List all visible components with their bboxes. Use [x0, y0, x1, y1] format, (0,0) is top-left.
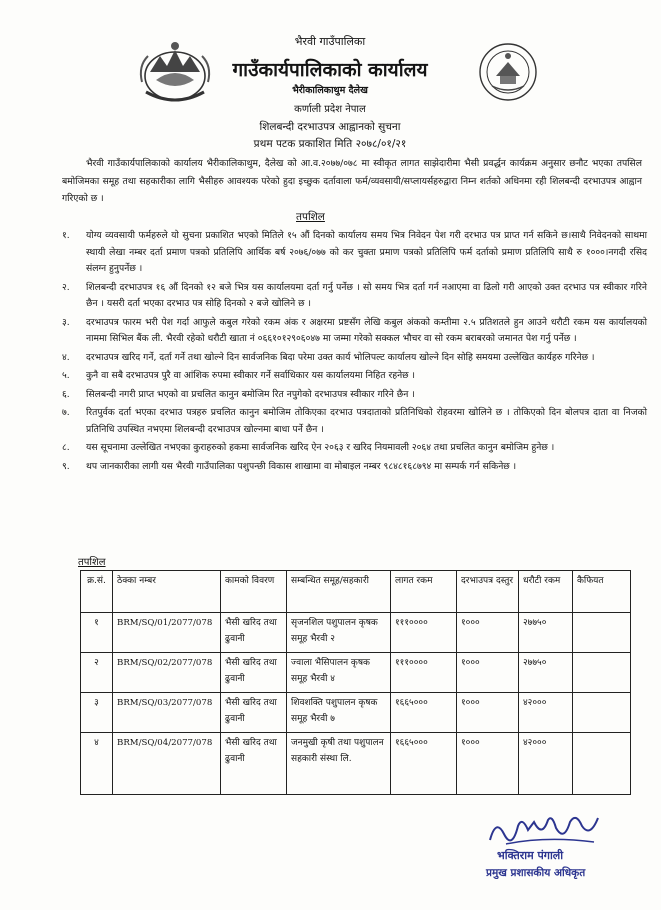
notice-title: शिलबन्दी दरभाउपत्र आह्वानको सुचना	[259, 121, 401, 133]
cell-serial: १	[81, 613, 113, 653]
table-header-row	[81, 571, 631, 613]
condition-number: ५.	[62, 370, 70, 381]
province-line: कर्णाली प्रदेश नेपाल	[294, 104, 366, 115]
condition-text: कुनै वा सबै दरभाउपत्र पुरै वा आंशिक रुपमा स्वीकार गर्ने सर्वाधिकार यस कार्यालयमा निहित रहनेछ ।	[86, 370, 416, 381]
header-contract-no: ठेक्का नम्बर	[113, 571, 221, 613]
cell-deposit: २७७५०	[519, 653, 573, 693]
condition-text: दरभाउपत्र खरिद गर्ने, दर्ता गर्ने तथा खोल्ने दिन सार्वजनिक बिदा परेमा उक्त कार्य भोलिपल्ट कार्यालय खोल्ने दिन सोहि समयमा उल्लेखित कार्यहरु गरिनेछ ।	[86, 351, 595, 363]
cell-remarks	[573, 613, 631, 653]
cell-remarks	[573, 733, 631, 795]
cell-cost: १६६५०००	[391, 693, 457, 733]
cell-work: भैसी खरिद तथा ढुवानी	[221, 733, 287, 795]
table-row	[81, 613, 631, 653]
cell-work: भैसी खरिद तथा ढुवानी	[221, 693, 287, 733]
condition-item	[62, 228, 647, 278]
office-location: भैरीकालिकाथुम दैलेख	[292, 85, 368, 96]
cell-serial: ४	[81, 733, 113, 795]
condition-number: ७.	[62, 407, 70, 418]
cell-remarks	[573, 693, 631, 733]
condition-text: थप जानकारीका लागी यस भैरवी गाउँपालिका पशुपन्छी विकास शाखामा वा मोबाइल नम्बर ९८४८१६८७९४ मा सम्पर्क गर्न सकिनेछ ।	[86, 460, 517, 472]
cell-group: सृजनशिल पशुपालन कृषक समूह भैरवी २	[287, 613, 391, 653]
cell-contract-no: BRM/SQ/03/2077/078	[113, 693, 221, 733]
condition-number: ६.	[62, 388, 70, 400]
cell-work: भैसी खरिद तथा ढुवानी	[221, 653, 287, 693]
condition-item	[62, 315, 647, 348]
condition-text: योग्य व्यवसायी फर्महरुले यो सुचना प्रकाशित भएको मितिले १५ औं दिनको कार्यालय समय भित्र निवेदन पेश गरी दरभाउ पत्र प्राप्त गर्न सकिने छ।साथै निवेदनको साथमा स्थायी लेखा नम्बर दर्ता प्रमाण पत्रको प्रतिलिपि आर्थिक बर्ष २०७६/०७७ को कर चुक्ता प्रमाण पत्रको प्रतिलिपि फर्म दर्ताको प्रमाण प्रतिलिपि साथै रु १०००।नगदी रसिद संलग्न हुनुपर्नेछ ।	[86, 230, 647, 274]
cell-deposit: ४२०००	[519, 693, 573, 733]
condition-number: ४.	[62, 351, 70, 363]
condition-text: शिलबन्दी दरभाउपत्र १६ औं दिनको १२ बजे भित्र यस कार्यालयमा दर्ता गर्नु पर्नेछ । सो समय भित्र दर्ता गर्न नआएमा वा ढिलो गरी आएको उक्त दरभाउ पत्र स्वीकार गरिने छैन । यसरी दर्ता भएका दरभाउ पत्र सोहि दिनको २ बजे खोलिने छ ।	[86, 281, 647, 309]
header-deposit: धरौटी रकम	[519, 571, 573, 613]
publish-date: प्रथम पटक प्रकाशित मिति २०७८/०१/२१	[253, 138, 407, 150]
condition-item	[62, 350, 647, 367]
conditions-list	[62, 228, 647, 477]
header-work: कामको विवरण	[221, 571, 287, 613]
condition-text: रितपुर्वक दर्ता भएका दरभाउ पत्रहरु प्रचलित कानुन बमोजिम तोकिएका दरभाउ पत्रदाताको प्रतिनिधिको रोहवरमा खोलिने छ । तोकिएको दिन बोलपत्र दाता वा निजको प्रतिनिधि उपस्थित नभएमा शिलबन्दी दरभाउपत्र खोल्नमा बाधा पर्ने छैन ।	[86, 407, 647, 435]
cell-group: जनमुखी कृषी तथा पशुपालन सहकारी संस्था लि.	[287, 733, 391, 795]
cell-fee: १०००	[457, 693, 519, 733]
cell-fee: १०००	[457, 613, 519, 653]
condition-item	[62, 387, 647, 404]
condition-number: ८.	[62, 442, 70, 453]
cell-contract-no: BRM/SQ/04/2077/078	[113, 733, 221, 795]
header-fee: दरभाउपत्र दस्तुर	[457, 571, 519, 613]
intro-paragraph: भैरवी गाउँकार्यपालिकाको कार्यालय भैरीकालिकाथुम, दैलेख को आ.व.२०७७/०७८ मा स्वीकृत लागत साझेदारीमा भैसी प्रवर्द्धन कार्यक्रम अनुसार छनौट भएका तपसिल बमोजिमका समूह तथा सहकारीका लागि भैसीहरु आवश्यक परेको हुदा इच्छुक दर्तावाला फर्म/व्यवसायी/सप्लायर्सहरुद्वारा निम्न शर्तको अधिनमा रही शिलबन्दी दरभाउपत्र आह्वान गरिएको छ ।	[62, 158, 642, 204]
condition-number: ३.	[62, 316, 70, 328]
condition-item	[62, 459, 647, 476]
cell-cost: १६६५०००	[391, 733, 457, 795]
condition-item	[62, 440, 647, 457]
cell-contract-no: BRM/SQ/02/2077/078	[113, 653, 221, 693]
condition-item	[62, 368, 647, 385]
table-caption: तपशिल	[78, 557, 106, 568]
condition-number: २.	[62, 281, 70, 293]
table-row	[81, 653, 631, 693]
condition-text: सिलबन्दी नगरी प्राप्त भएको वा प्रचलित कानुन बमोजिम रित नपुगेको दरभाउपत्र स्वीकार गरिने छैन ।	[86, 388, 415, 400]
signatory-name: भक्तिराम पंगाली	[497, 849, 564, 862]
cell-deposit: ४२०००	[519, 733, 573, 795]
office-title: गाउँकार्यपालिकाको कार्यालय	[232, 59, 428, 81]
header-serial: क्र.सं.	[81, 571, 113, 613]
cell-serial: २	[81, 653, 113, 693]
signature-scribble-icon	[486, 808, 606, 848]
cell-fee: १०००	[457, 733, 519, 795]
cell-fee: १०००	[457, 653, 519, 693]
cell-group: ज्वाला भैसिपालन कृषक समूह भैरवी ४	[287, 653, 391, 693]
condition-text: यस सूचनामा उल्लेखित नभएका कुराहरुको हकमा सार्वजनिक खरिद ऐन २०६३ र खरिद नियमावली २०६४ तथा प्रचलित कानुन बमोजिम हुनेछ ।	[86, 442, 555, 453]
signatory-title: प्रमुख प्रशासकीय अधिकृत	[486, 867, 586, 879]
cell-serial: ३	[81, 693, 113, 733]
condition-number: १.	[62, 230, 70, 241]
table-row	[81, 693, 631, 733]
cell-cost: १११००००	[391, 653, 457, 693]
cell-work: भैसी खरिद तथा ढुवानी	[221, 613, 287, 653]
table-row	[81, 733, 631, 795]
header-remarks: कैफियत	[573, 571, 631, 613]
cell-group: शिवशक्ति पशुपालन कृषक समूह भैरवी ७	[287, 693, 391, 733]
municipality-name: भैरवी गाउँपालिका	[294, 35, 366, 48]
cell-contract-no: BRM/SQ/01/2077/078	[113, 613, 221, 653]
cell-cost: १११००००	[391, 613, 457, 653]
condition-item	[62, 280, 647, 313]
cell-deposit: २७७५०	[519, 613, 573, 653]
header-cost: लागत रकम	[391, 571, 457, 613]
condition-text: दरभाउपत्र फारम भरी पेश गर्दा आफुले कबुल गरेको रकम अंक र अक्षरमा प्रष्टसँग लेखि कबुल अंकको कम्तीमा २.५ प्रतिशतले हुन आउने धरौटी रकम यस कार्यालयको नाममा सिभिल बैंक ली. भैरवी रहेको धरौटी खाता नं ०६६१०१२९०६०४७ मा जम्मा गरेको सक्कल भौचर वा सो रकम बराबरको जमानत पेश गर्नु पर्नेछ ।	[86, 316, 647, 344]
conditions-heading: तपशिल	[296, 211, 325, 223]
condition-item	[62, 405, 647, 438]
condition-number: ९.	[62, 460, 70, 472]
cell-remarks	[573, 653, 631, 693]
header-group: सम्बन्धित समूह/सहकारी	[287, 571, 391, 613]
tender-table	[80, 570, 631, 795]
palika-logo-icon	[478, 42, 538, 102]
